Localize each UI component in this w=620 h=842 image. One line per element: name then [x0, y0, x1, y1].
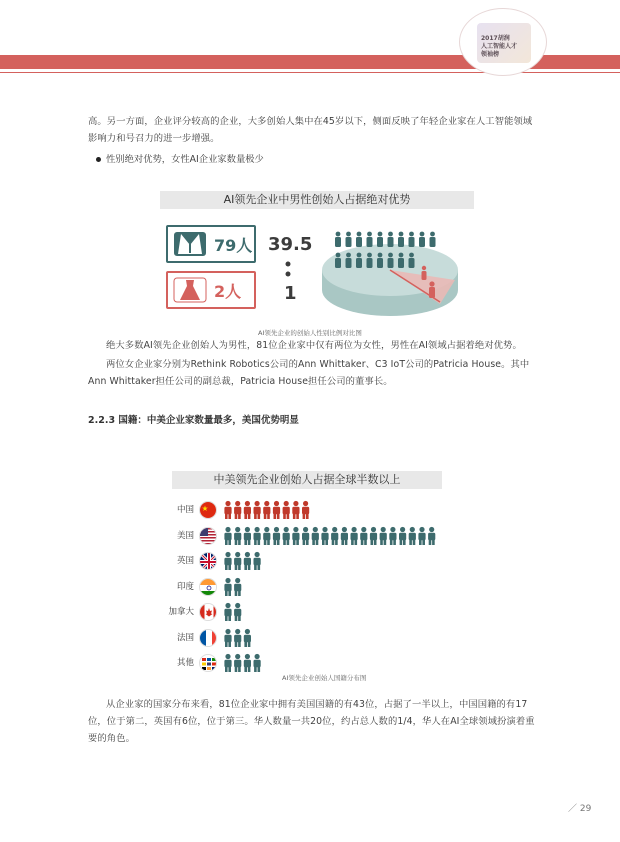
country-name: 英国	[176, 556, 194, 566]
person-icon	[224, 526, 231, 544]
person-icon	[389, 526, 396, 544]
person-icon	[234, 654, 241, 672]
person-icon	[244, 552, 251, 570]
dress-icon	[173, 277, 207, 303]
country-row	[150, 628, 450, 648]
nationality-paragraph: 从企业家的国家分布来看，81位企业家中拥有美国国籍的有43位，占据了一半以上，中国国籍的有17位，位于第二，英国有6位，位于第三。华人数量一共20位，约占总人数的1/4，华人在AI全球领域扮演着重要的角色。	[88, 699, 535, 744]
country-row	[150, 500, 450, 520]
country-row	[150, 653, 450, 673]
ratio-male: 39.5	[268, 234, 313, 255]
country-name: 美国	[176, 530, 194, 541]
person-icon	[370, 526, 377, 544]
people-icons	[224, 500, 311, 520]
person-icon	[234, 603, 241, 621]
female-count-box	[166, 271, 256, 309]
person-icon	[224, 603, 231, 621]
gender-chart-caption: AI领先企业的创始人性别比例对比图	[258, 329, 362, 337]
country-name: 其他	[176, 658, 194, 668]
country-row	[150, 526, 450, 546]
country-name: 法国	[176, 632, 194, 643]
person-icon	[234, 501, 241, 519]
person-icon	[234, 526, 241, 544]
person-icon	[283, 526, 290, 544]
person-icon	[399, 526, 406, 544]
france-flag-icon	[199, 629, 217, 647]
person-icon	[254, 526, 261, 544]
gender-bullet	[96, 153, 264, 167]
gender-pie-graphic	[320, 222, 465, 322]
usa-flag-icon	[199, 527, 217, 545]
people-icons	[224, 653, 263, 673]
gender-chart-title: AI领先企业中男性创始人占据绝对优势	[160, 191, 474, 209]
person-icon	[224, 654, 231, 672]
people-icons	[224, 577, 243, 597]
section-heading: 2.2.3 国籍：中美企业家数量最多，美国优势明显	[88, 415, 299, 426]
country-name: 印度	[176, 581, 194, 592]
page-number: ／ 29	[568, 804, 592, 814]
person-icon	[244, 654, 251, 672]
person-icon	[292, 526, 299, 544]
person-icon	[254, 501, 261, 519]
male-count-box	[166, 225, 256, 263]
person-icon	[380, 526, 387, 544]
bullet-text: 性别绝对优势，女性AI企业家数量极少	[106, 154, 264, 165]
logo-text: 2017胡润 人工智能人才 领袖榜	[481, 35, 518, 58]
people-icons	[224, 526, 437, 546]
person-icon	[283, 501, 290, 519]
person-icon	[360, 526, 367, 544]
person-icon	[302, 501, 309, 519]
person-icon	[244, 501, 251, 519]
person-icon	[234, 628, 241, 646]
female-count: 2人	[214, 282, 242, 301]
ratio-colon	[283, 260, 293, 280]
person-icon	[244, 628, 251, 646]
person-icon	[234, 577, 241, 595]
person-icon	[254, 552, 261, 570]
male-count: 79人	[214, 236, 253, 255]
country-name: 加拿大	[168, 607, 194, 617]
people-icons	[224, 551, 263, 571]
person-icon	[224, 628, 231, 646]
person-icon	[312, 526, 319, 544]
person-icon	[244, 526, 251, 544]
person-icon	[263, 526, 270, 544]
china-flag-icon	[199, 501, 217, 519]
other-flags-icon	[199, 654, 217, 672]
person-icon	[409, 526, 416, 544]
header-divider	[0, 72, 620, 73]
person-icon	[341, 526, 348, 544]
person-icon	[263, 501, 270, 519]
country-row	[150, 551, 450, 571]
person-icon	[273, 501, 280, 519]
people-icons	[224, 602, 243, 622]
intro-paragraph: 高。另一方面，企业评分较高的企业，大多创始人集中在45岁以下，侧面反映了年轻企业家在人工智能领域影响力和号召力的进一步增强。	[88, 116, 533, 144]
person-icon	[234, 552, 241, 570]
person-icon	[428, 526, 435, 544]
person-icon	[292, 501, 299, 519]
canada-flag-icon	[199, 603, 217, 621]
person-icon	[351, 526, 358, 544]
person-icon	[331, 526, 338, 544]
person-icon	[224, 501, 231, 519]
person-icon	[418, 526, 425, 544]
person-icon	[302, 526, 309, 544]
uk-flag-icon	[199, 552, 217, 570]
people-icons	[224, 628, 253, 648]
country-name: 中国	[176, 505, 194, 515]
person-icon	[224, 552, 231, 570]
person-icon	[254, 654, 261, 672]
country-chart-caption: AI领先企业创始人国籍分布图	[282, 674, 367, 682]
india-flag-icon	[199, 578, 217, 596]
country-row	[150, 602, 450, 622]
ratio-female: 1	[284, 283, 297, 304]
gender-paragraph-1: 绝大多数AI领先企业创始人为男性，81位企业家中仅有两位为女性，男性在AI领域占据着绝对优势。	[106, 340, 522, 351]
report-logo	[459, 8, 547, 76]
person-icon	[321, 526, 328, 544]
gender-paragraph-2: 两位女企业家分别为Rethink Robotics公司的Ann Whittaker、C3 IoT公司的Patricia House。其中Ann Whittaker担任公司的副总裁，Patricia House担任公司的董事长。	[88, 359, 530, 387]
country-chart-title: 中美领先企业创始人占据全球半数以上	[172, 471, 442, 489]
person-icon	[273, 526, 280, 544]
bullet-dot	[96, 157, 101, 162]
person-icon	[224, 577, 231, 595]
country-row	[150, 577, 450, 597]
suit-icon	[173, 231, 207, 257]
